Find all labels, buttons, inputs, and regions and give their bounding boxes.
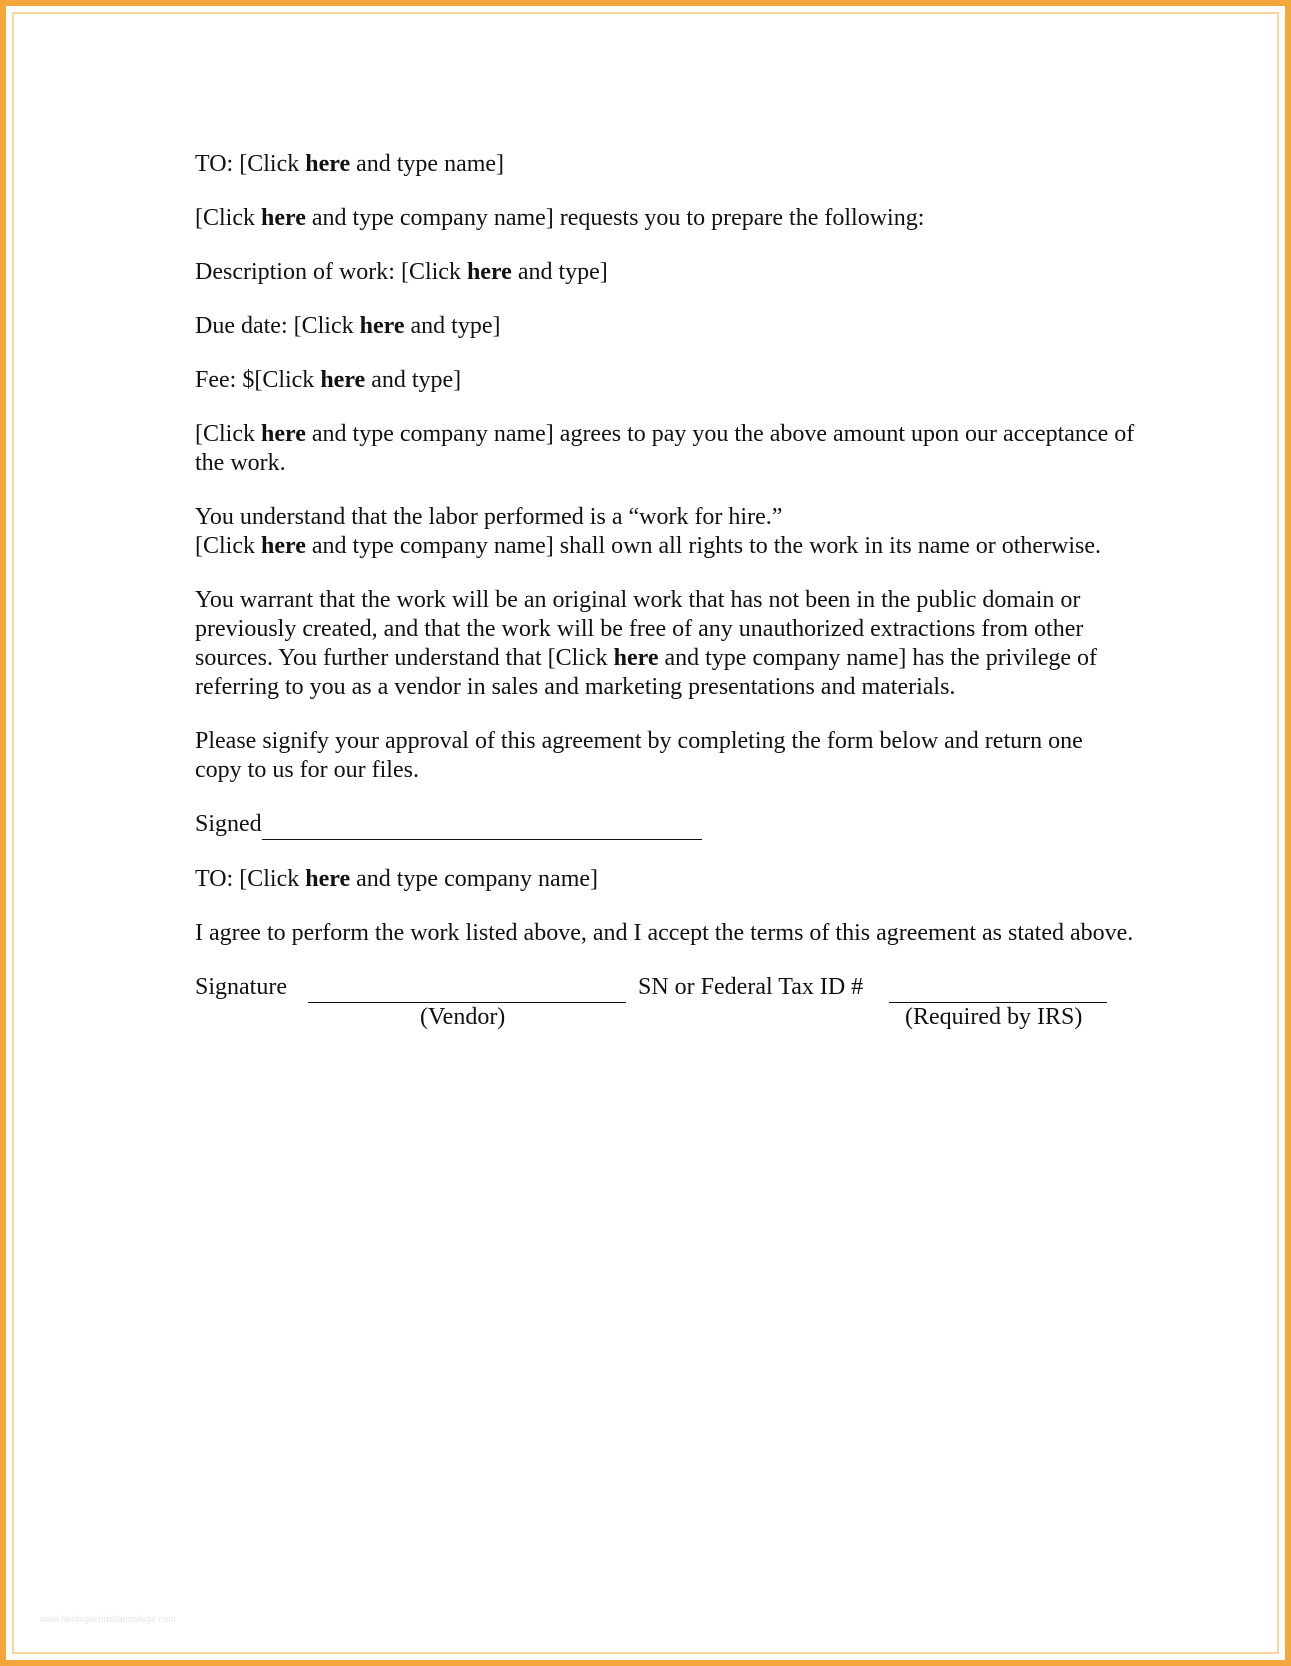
watermark-text: www.heritagechristiancollege.com bbox=[40, 1614, 176, 1624]
fee-line: Fee: $[Click here and type] bbox=[195, 367, 462, 393]
request-line: [Click here and type company name] requests you to prepare the following: bbox=[195, 205, 925, 231]
vendor-label: (Vendor) bbox=[420, 1004, 506, 1030]
signed-label: Signed bbox=[195, 811, 262, 837]
vendor-signature-line[interactable] bbox=[308, 973, 626, 1003]
signature-row bbox=[195, 973, 1135, 1033]
agreement-document bbox=[195, 150, 1135, 1033]
click-here-field[interactable]: here bbox=[320, 367, 366, 393]
acceptance-paragraph: I agree to perform the work listed above, and I accept the terms of this agreement as stated above. bbox=[195, 920, 1134, 946]
tax-id-line[interactable] bbox=[889, 973, 1107, 1003]
payment-paragraph: [Click here and type company name] agrees to pay you the above amount upon our acceptance of the work. bbox=[195, 421, 1135, 476]
warranty-paragraph: You warrant that the work will be an original work that has not been in the public domain or previously created, and that the work will be free of any unauthorized extractions from other sources. You further understand that [Click here and type company name] has the privilege of referring to you as a vendor in sales and marketing presentations and materials. bbox=[195, 587, 1097, 700]
signed-signature-line[interactable] bbox=[262, 810, 702, 840]
click-here-field[interactable]: here bbox=[613, 645, 659, 671]
tax-id-label: SN or Federal Tax ID # bbox=[638, 974, 864, 1000]
work-for-hire-paragraph: You understand that the labor performed is a “work for hire.” [Click here and type company name] shall own all rights to the work in its name or otherwise. bbox=[195, 504, 1102, 559]
click-here-field[interactable]: here bbox=[261, 205, 306, 231]
description-line: Description of work: [Click here and type] bbox=[195, 259, 608, 285]
click-here-field[interactable]: here bbox=[305, 151, 351, 177]
signed-line bbox=[195, 810, 1135, 840]
click-here-field[interactable]: here bbox=[466, 259, 512, 285]
work-for-hire-line: You understand that the labor performed is a “work for hire.” bbox=[195, 504, 783, 530]
click-here-field[interactable]: here bbox=[305, 866, 351, 892]
to-name-line: TO: [Click here and type name] bbox=[195, 151, 505, 177]
signature-label: Signature bbox=[195, 974, 287, 1000]
approval-paragraph: Please signify your approval of this agreement by completing the form below and return one copy to us for our files. bbox=[195, 728, 1083, 783]
due-date-line: Due date: [Click here and type] bbox=[195, 313, 501, 339]
to-company-line: TO: [Click here and type company name] bbox=[195, 866, 599, 892]
click-here-field[interactable]: here bbox=[261, 533, 306, 559]
irs-label: (Required by IRS) bbox=[905, 1004, 1083, 1030]
click-here-field[interactable]: here bbox=[261, 421, 306, 447]
click-here-field[interactable]: here bbox=[359, 313, 405, 339]
